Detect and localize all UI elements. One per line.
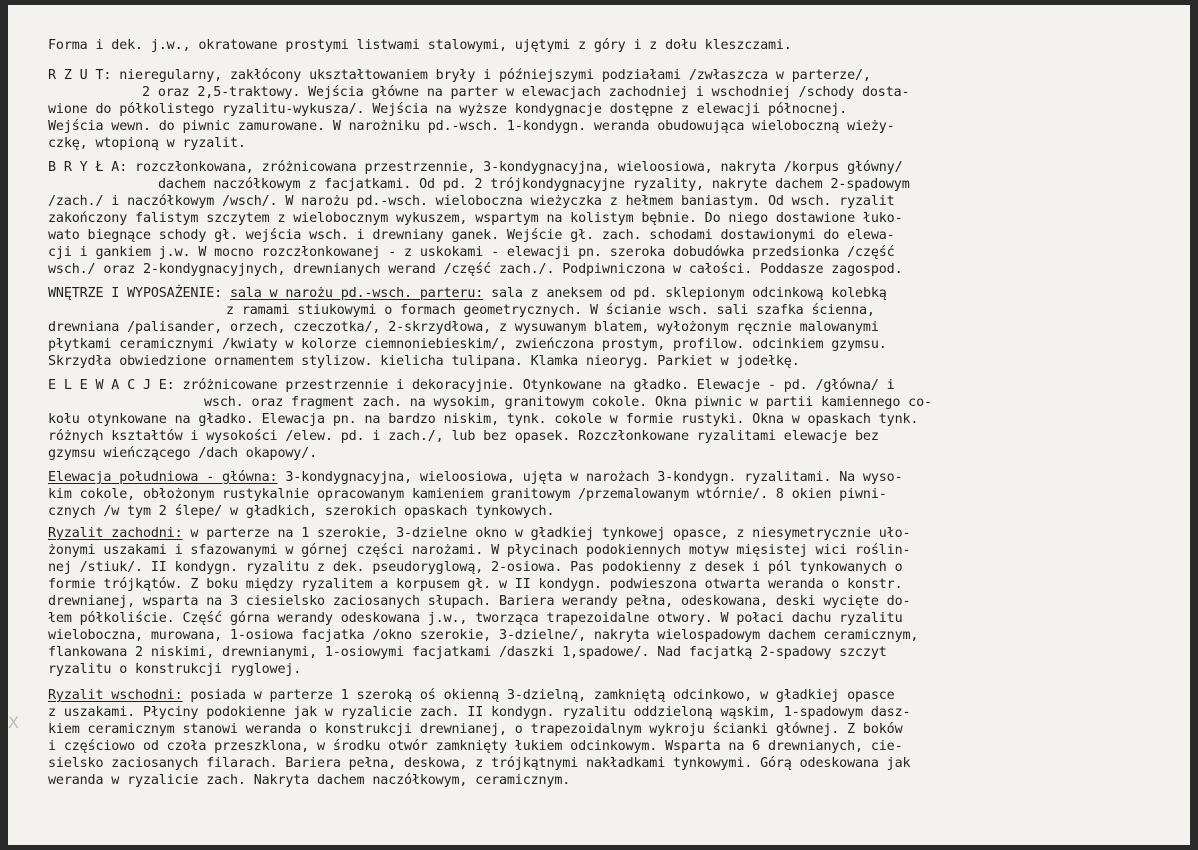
text-line: Skrzydła obwiedzione ornamentem stylizow. kielicha tulipana. Klamka nieoryg. Parkiet w jodełkę.: [48, 354, 800, 369]
text-line: 2 oraz 2,5-traktowy. Wejścia główne na parter w elewacjach zachodniej i wschodniej /schody dosta-: [142, 85, 910, 100]
section-bryla: B R Y Ł A: rozczłonkowana, zróżnicowana przestrzennie, 3-kondygnacyjna, wieloosiowa, nakryta /korpus główny/: [48, 160, 903, 175]
text-line: cji i gankiem j.w. W mocno rozczłonkowanej - z uskokami - elewacji pn. szeroka dobudówka przedsionka /część: [48, 245, 895, 260]
text-line: płytkami ceramicznymi /kwiaty w kolorze ciemnoniebieskim/, zwieńczona prostym, profilow. odcinkiem gzymsu.: [48, 337, 887, 352]
text-line: wsch. oraz fragment zach. na wysokim, granitowym cokole. Okna piwnic w partii kamiennego co-: [204, 395, 932, 410]
section-ryzalit-wschodni: [48, 687, 895, 704]
text-line: drewnianej, wsparta na 3 ciesielsko zaciosanych słupach. Bariera werandy pełna, odeskowana, deski wycięte do-: [48, 594, 911, 609]
text-line: łem półkoliście. Część górna werandy odeskowana j.w., tworząca trapezoidalne otwory. W połaci dachu ryzalitu: [48, 611, 903, 626]
text-line: żonymi uszakami i sfazowanymi w górnej części narożami. W płycinach podokiennych motyw mięsistej wici roślin-: [48, 543, 911, 558]
text-line: kiem ceramicznym stanowi weranda o konstrukcji drewnianej, o trapezoidalnym wykroju ścianki głównej. Z boków: [48, 722, 903, 737]
typed-page: [8, 5, 1190, 845]
text-line: nej /stiuk/. II kondygn. ryzalitu z dek. pseudoryglową, 2-osiowa. Pas podokienny z desek i pól tynkowanych o: [48, 560, 903, 575]
text-line: dachem naczółkowym z facjatkami. Od pd. 2 trójkondygnacyjne ryzality, nakryte dachem 2-spadowym: [158, 177, 910, 192]
section-elewacje: E L E W A C J E: zróżnicowane przestrzennie i dekoracyjnie. Otynkowane na gładko. Elewacje - pd. /główna/ i: [48, 378, 895, 393]
text-line: kołu otynkowane na gładko. Elewacja pn. na bardzo niskim, tynk. cokole w formie rustyki. Okna w opaskach tynk.: [48, 412, 919, 427]
text-line: Wejścia wewn. do piwnic zamurowane. W narożniku pd.-wsch. 1-kondygn. weranda obudowująca wieloboczną wieży-: [48, 119, 895, 134]
text-run: w parterze na 1 szerokie, 3-dzielne okno w gładkiej tynkowej opasce, z niesymetrycznie uło-: [182, 526, 911, 541]
text-line: czkę, wtopioną w ryzalit.: [48, 136, 246, 151]
text-line: ryzalitu o konstrukcji ryglowej.: [48, 662, 302, 677]
text-line: gzymsu wieńczącego /dach okapowy/.: [48, 446, 318, 461]
section-elewacja-poludniowa: [48, 469, 903, 486]
section-ryzalit-zachodni: [48, 525, 910, 542]
text-line: drewniana /palisander, orzech, czeczotka/, 2-skrzydłowa, z wysuwanym blatem, wyłożonym ręcznie malowanymi: [48, 320, 879, 335]
text-line: z ramami stiukowymi o formach geometrycznych. W ścianie wsch. sali szafka ścienna,: [226, 303, 875, 318]
text-line: wione do półkolistego ryzalitu-wykusza/. Wejścia na wyższe kondygnacje dostępne z elewacji północnej.: [48, 102, 848, 117]
text-run: 3-kondygnacyjna, wieloosiowa, ujęta w narożach 3-kondygn. ryzalitami. Na wyso-: [277, 470, 903, 485]
underlined-subheading: sala w narożu pd.-wsch. parteru:: [229, 286, 484, 301]
text-line: wsch./ oraz 2-kondygnacyjnych, drewnianych werand /część zach./. Podpiwniczona w całości. Poddasze zagospod.: [48, 262, 903, 277]
text-line: różnych kształtów i wysokości /elew. pd. i zach./, lub bez opasek. Rozczłonkowane ryzalitami elewacje bez: [48, 429, 879, 444]
text-line: sielsko zaciosanych filarach. Bariera pełna, deskowa, z trójkątnymi nakładkami tynkowymi. Górą odeskowana jak: [48, 756, 911, 771]
text-run: sala z aneksem od pd. sklepionym odcinkową kolebką: [483, 286, 887, 301]
text-line: weranda w ryzalicie zach. Nakryta dachem naczółkowym, ceramicznym.: [48, 773, 571, 788]
text-line: /zach./ i naczółkowym /wsch/. W narożu pd.-wsch. wieloboczna wieżyczka z hełmem baniastym. Od wsch. ryzalit: [48, 194, 895, 209]
text-line: zakończony falistym szczytem z wielobocznym wykuszem, wspartym na kolistym bębnie. Do niego dostawione łuko-: [48, 211, 903, 226]
section-rzut: R Z U T: nieregularny, zakłócony ukształtowaniem bryły i późniejszymi podziałami /zwłaszcza w parterze/,: [48, 68, 871, 83]
text-line: flankowana 2 niskimi, drewnianymi, 1-osiowymi facjatkami /daszki 1,spadowe/. Nad facjatką 2-spadowy szczyt: [48, 645, 887, 660]
text-line: wato biegnące schody gł. wejścia wsch. i drewniany ganek. Wejście gł. zach. schodami dostawionymi do elewa-: [48, 228, 895, 243]
underlined-subheading: Ryzalit wschodni:: [48, 688, 183, 703]
underlined-subheading: Ryzalit zachodni:: [48, 526, 183, 541]
section-wnetrze: [48, 285, 887, 302]
text-line: cznych /w tym 2 ślepe/ w gładkich, szerokich opaskach tynkowych.: [48, 504, 555, 519]
text-line: formie trójkątów. Z boku między ryzalitem a korpusem gł. w II kondygn. podwieszona otwarta weranda o konstr.: [48, 577, 903, 592]
text-run: posiada w parterze 1 szeroką oś okienną 3-dzielną, zamkniętą odcinkowo, w gładkiej opasce: [182, 688, 895, 703]
margin-mark: X: [8, 713, 19, 732]
text-line: Forma i dek. j.w., okratowane prostymi listwami stalowymi, ujętymi z góry i z dołu kleszczami.: [48, 38, 792, 53]
underlined-subheading: Elewacja południowa - główna:: [48, 470, 278, 485]
text-line: kim cokole, obłożonym rustykalnie opracowanym kamieniem granitowym /przemalowanym wtórnie/. 8 okien piwni-: [48, 487, 887, 502]
text-line: i częściowo od czoła przeszklona, w środku otwór zamknięty łukiem odcinkowym. Wsparta na 6 drewnianych, cie-: [48, 739, 903, 754]
text-line: wieloboczna, murowana, 1-osiowa facjatka /okno szerokie, 3-dzielne/, nakryta wielospadowym dachem ceramicznym,: [48, 628, 919, 643]
section-heading: WNĘTRZE I WYPOSAŻENIE:: [48, 286, 223, 301]
text-line: z uszakami. Płyciny podokienne jak w ryzalicie zach. II kondygn. ryzalitu oddzieloną wąskim, 1-spadowym dasz-: [48, 705, 911, 720]
